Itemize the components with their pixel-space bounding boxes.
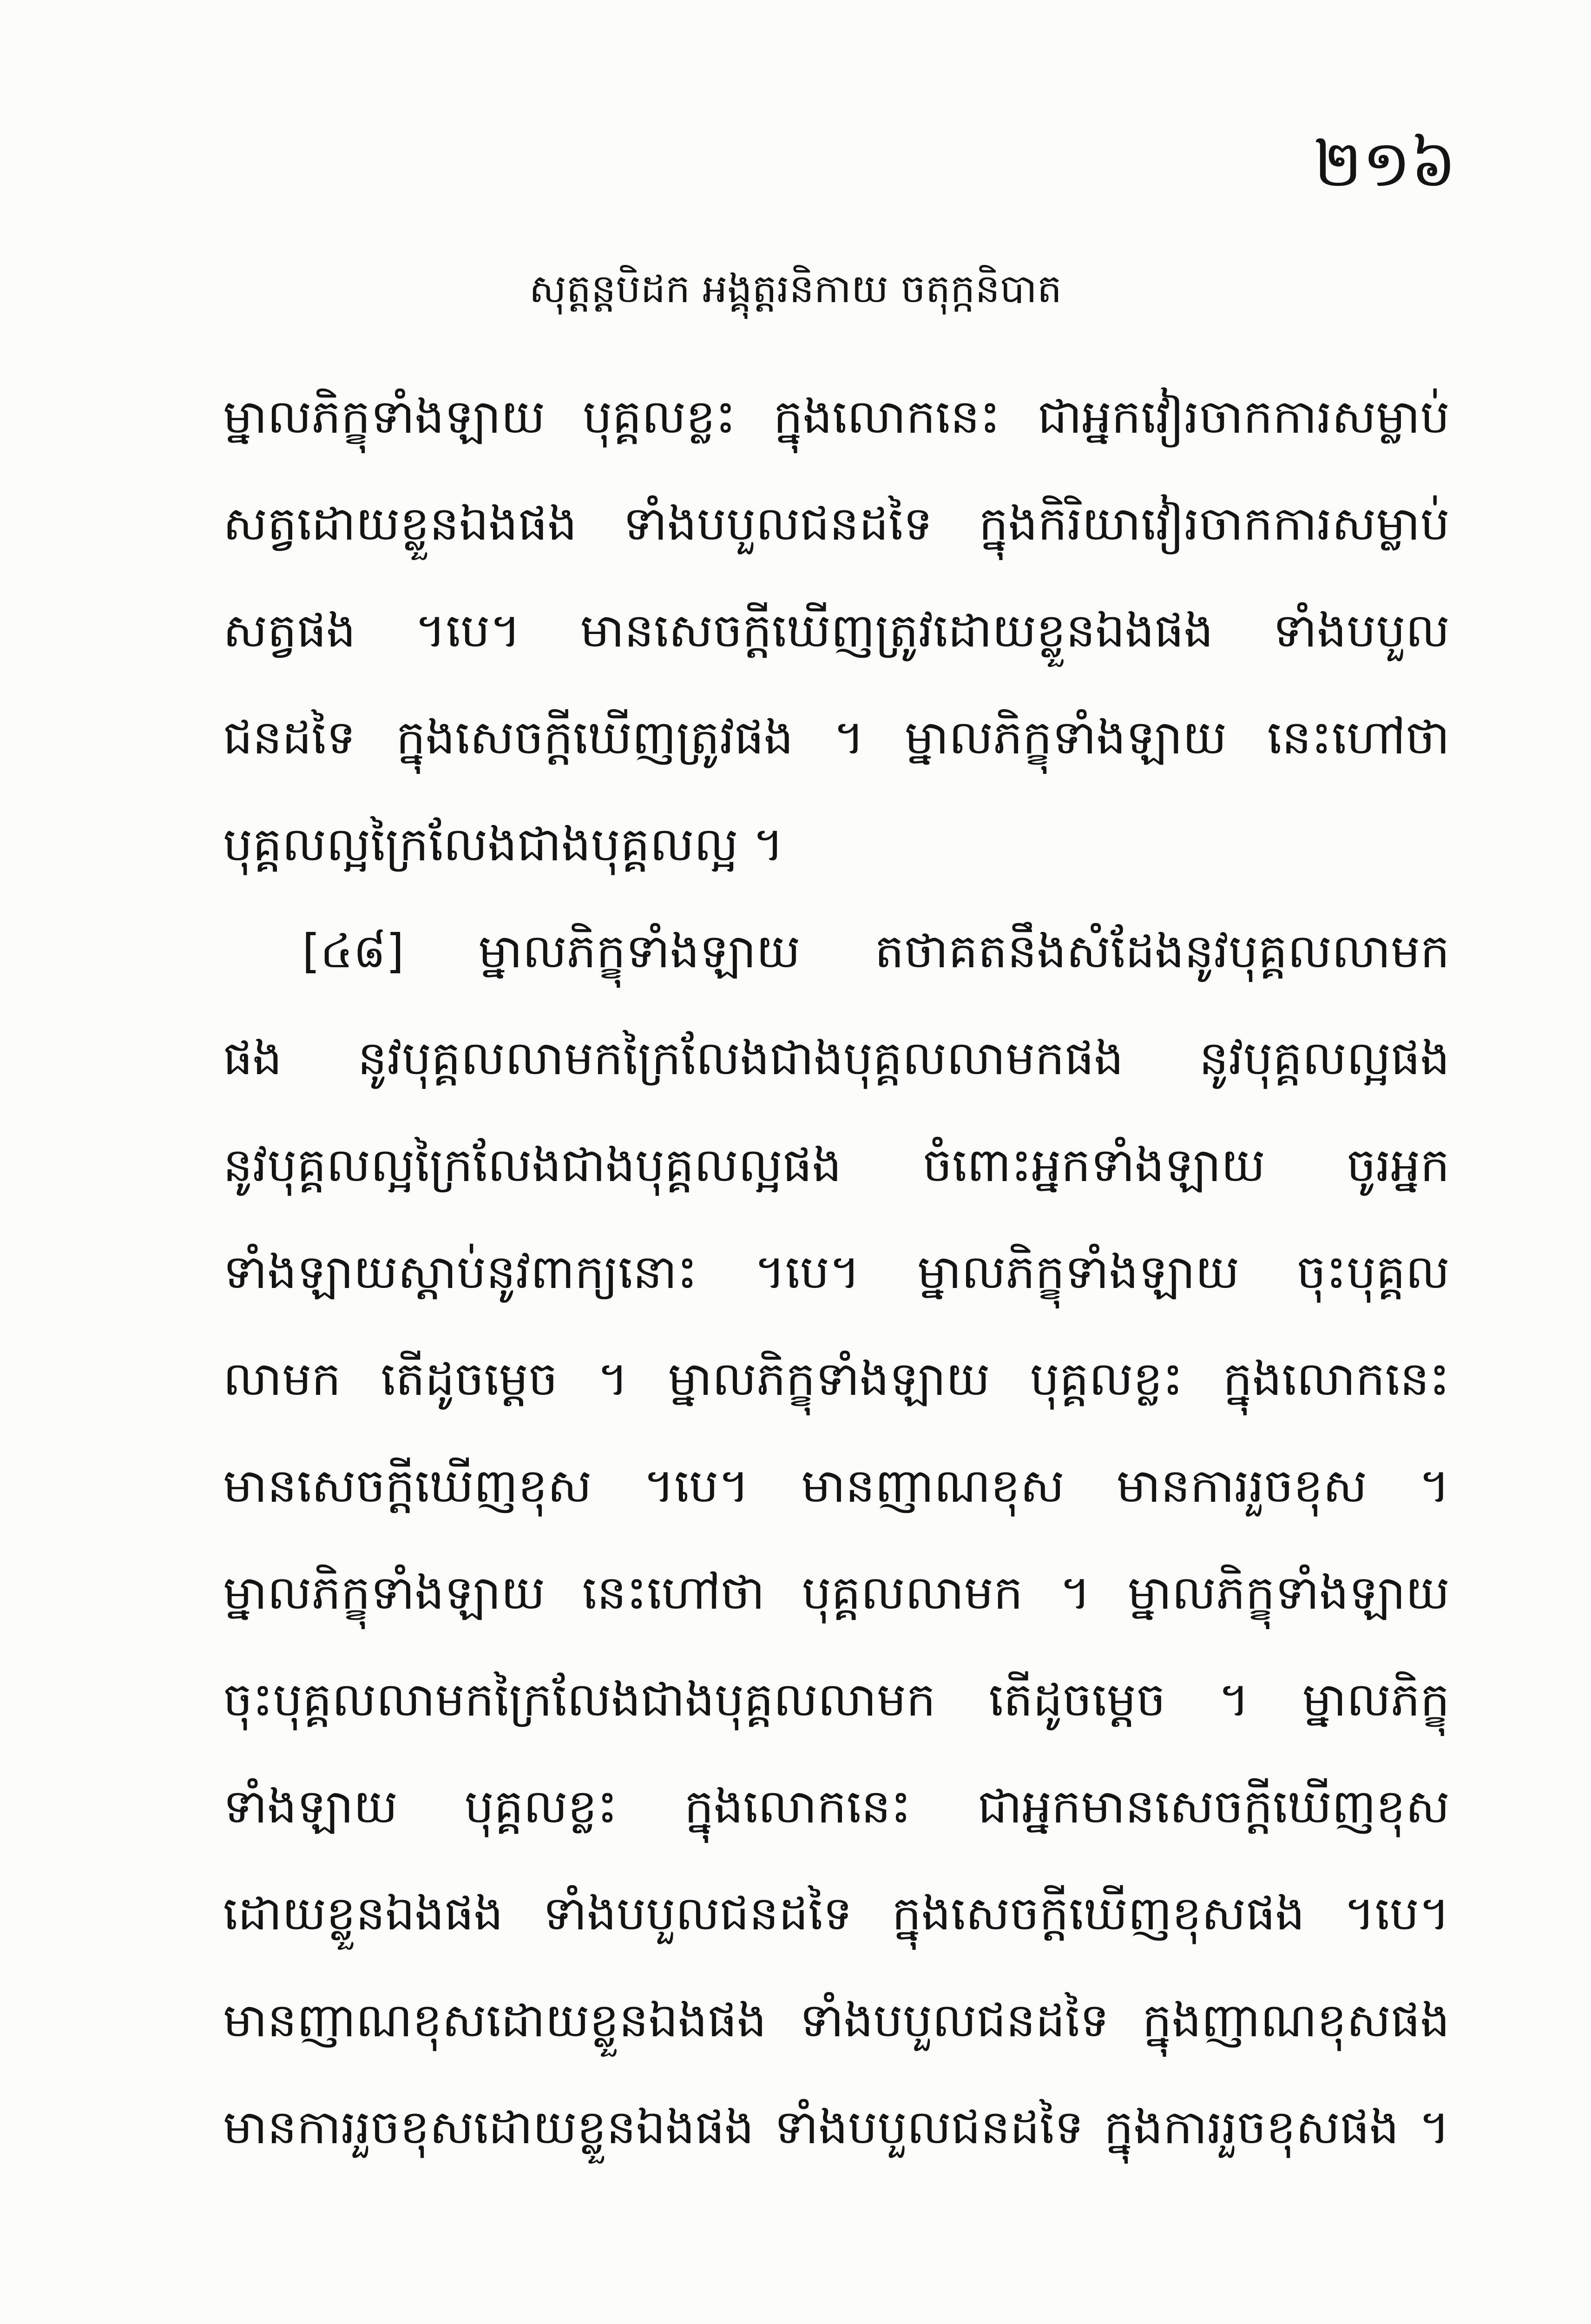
text-line: ផង នូវបុគ្គលលាមកក្រៃលែងជាងបុគ្គលលាមកផង នូវបុគ្គលល្អផង (223, 1031, 1450, 1085)
text-line: សត្វដោយខ្លួនឯងផង ទាំងបបួលជនដទៃ ក្នុងកិរិយាវៀរចាកការសម្លាប់ (223, 496, 1450, 551)
paragraph (223, 898, 1450, 2181)
text-body (223, 363, 1450, 2181)
text-line: នូវបុគ្គលល្អក្រៃលែងជាងបុគ្គលល្អផង ចំពោះអ្នកទាំងឡាយ ចូរអ្នក (223, 1138, 1450, 1192)
text-line: ម្នាលភិក្ខុទាំងឡាយ បុគ្គលខ្លះ ក្នុងលោកនេះ ជាអ្នកវៀរចាកការសម្លាប់ (223, 390, 1450, 444)
text-line: បុគ្គលល្អក្រៃលែងជាងបុគ្គលល្អ ។ (223, 817, 784, 872)
text-line: ជនដទៃ ក្នុងសេចក្ដីឃើញត្រូវផង ។ ម្នាលភិក្ខុទាំងឡាយ នេះហៅថា (223, 710, 1450, 765)
page-number: ២១៦ (1314, 126, 1456, 201)
text-line: ចុះបុគ្គលលាមកក្រៃលែងជាងបុគ្គលលាមក តើដូចម្ដេច ។ ម្នាលភិក្ខុ (223, 1672, 1450, 1727)
text-line: លាមក តើដូចម្ដេច ។ ម្នាលភិក្ខុទាំងឡាយ បុគ្គលខ្លះ ក្នុងលោកនេះ (223, 1352, 1450, 1406)
text-line: ទាំងឡាយ បុគ្គលខ្លះ ក្នុងលោកនេះ ជាអ្នកមានសេចក្ដីឃើញខុស (223, 1779, 1450, 1834)
text-line: ទាំងឡាយស្ដាប់នូវពាក្យនោះ ។បេ។ ម្នាលភិក្ខុទាំងឡាយ ចុះបុគ្គល (223, 1245, 1450, 1299)
text-line: សត្វផង ។បេ។ មានសេចក្ដីឃើញត្រូវដោយខ្លួនឯងផង ទាំងបបួល (223, 603, 1450, 658)
running-header: សុត្តន្តបិដក អង្គុត្តរនិកាយ ចតុក្កនិបាត (529, 266, 1062, 311)
text-line: ដោយខ្លួនឯងផង ទាំងបបួលជនដទៃ ក្នុងសេចក្ដីឃើញខុសផង ។បេ។ (223, 1886, 1450, 1941)
text-line: [៤៨] ម្នាលភិក្ខុទាំងឡាយ តថាគតនឹងសំដែងនូវបុគ្គលលាមក (302, 924, 1450, 978)
text-line: ម្នាលភិក្ខុទាំងឡាយ នេះហៅថា បុគ្គលលាមក ។ ម្នាលភិក្ខុទាំងឡាយ (223, 1565, 1450, 1620)
text-line: មានការរួចខុសដោយខ្លួនឯងផង ទាំងបបួលជនដទៃ ក្នុងការរួចខុសផង ។ (223, 2100, 1450, 2154)
text-line: មានញាណខុសដោយខ្លួនឯងផង ទាំងបបួលជនដទៃ ក្នុងញាណខុសផង (223, 1993, 1450, 2047)
paragraph (223, 363, 1450, 898)
text-line: មានសេចក្ដីឃើញខុស ។បេ។ មានញាណខុស មានការរួចខុស ។ (223, 1459, 1450, 1513)
